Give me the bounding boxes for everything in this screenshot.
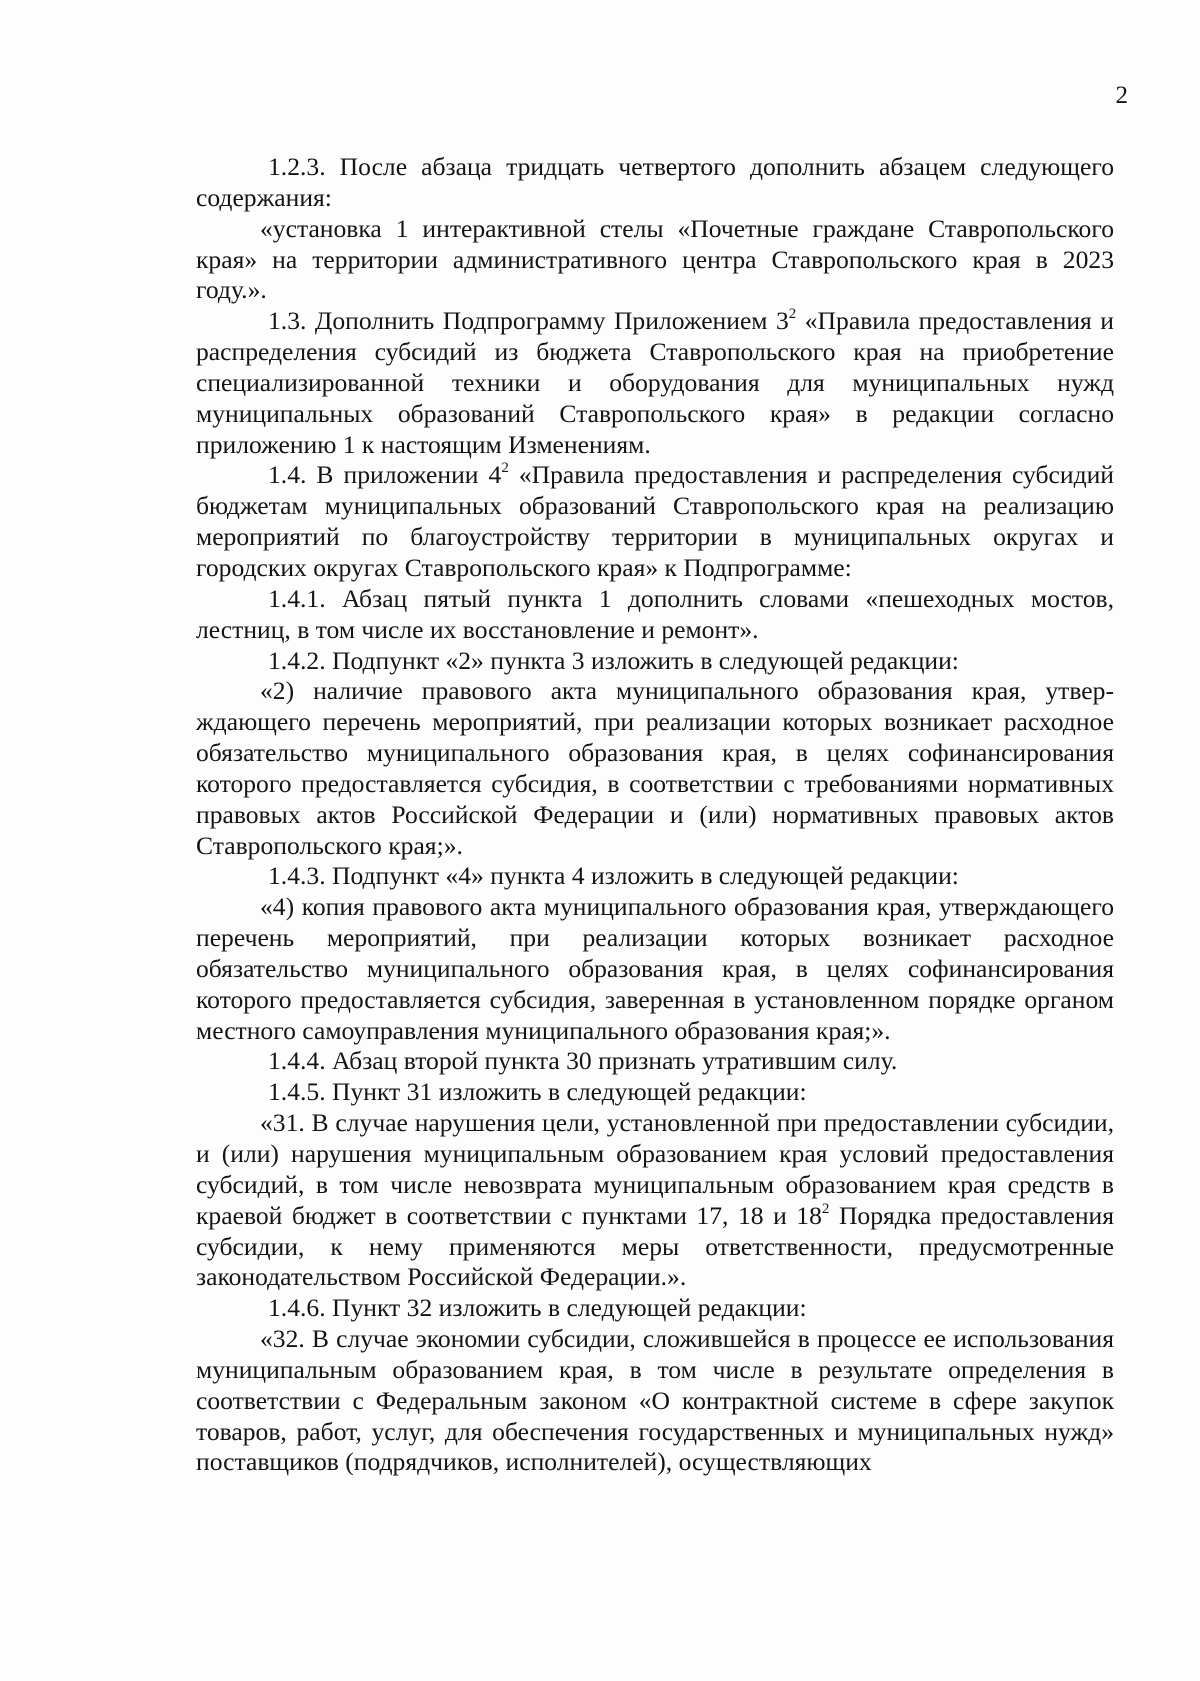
paragraph-1-3: 1.3. Дополнить Подпрограмму Приложением $3^2$ «Правила предоставления и распределения субсидий из бюджета Ставропольского края на приобретение специализированной техники и оборудования для муниципальных нужд муниципальных образований Ставропольского края» в редакции согласно приложению 1 к настоящим Изменениям. xyxy=(196,306,1114,459)
paragraph-subitem-4-quote: «4) копия правового акта муниципального образования края, утверждающего перечень мероприятий, при реализации которых возникает расходное обязательство муниципального образования края, в целях софинансирования которого предоставляется субсидия, заверенная в установленном порядке органом местного самоуправления муниципального образования края;». xyxy=(196,892,1114,1045)
paragraph-1-4-6: 1.4.6. Пункт 32 изложить в следующей редакции: xyxy=(268,1293,807,1323)
paragraph-1-2-3: 1.2.3. После абзаца тридцать четвертого дополнить абзацем следующего содержания: xyxy=(196,152,1114,212)
paragraph-1-4: 1.4. В приложении $4^2$ «Правила предоставления и распределения субсидий бюджетам муниципальных образований Ставропольского края на реализацию мероприятий по благоустройству территории в муниципальных округах и городских округах Ставропольского края» к Подпрограмме: xyxy=(196,460,1114,582)
paragraph-1-4-3: 1.4.3. Подпункт «4» пункта 4 изложить в следующей редакции: xyxy=(268,861,959,891)
paragraph-subitem-2-quote: «2) наличие правового акта муниципального образования края, утверждающего перечень мероприятий, при реализации которых возникает расходное обязательство муниципального образования края, в целях софинансирования которого предоставляется субсидия, в соответствии с требованиями нормативных правовых актов Российской Федерации и (или) нормативных правовых актов Ставропольского края;». xyxy=(196,676,1114,860)
paragraph-item-32-quote: «32. В случае экономии субсидии, сложившейся в процессе ее использования муниципальным образованием края, в том числе в результате определения в соответствии с Федеральным законом «О контрактной системе в сфере закупок товаров, работ, услуг, для обеспечения государственных и муниципальных нужд» поставщиков (подрядчиков, исполнителей), осуществляющих xyxy=(196,1324,1114,1477)
document-body xyxy=(196,152,1114,1478)
paragraph-item-31-quote: «31. В случае нарушения цели, установленной при предоставлении субсидии, и (или) нарушения муниципальным образованием края условий предоставления субсидий, в том числе невозврата муниципальным образованием края средств в краевой бюджет в соответствии с пунктами 17, 18 и $18^2$ Порядка предоставления субсидии, к нему применяются меры ответственности, предусмотренные законодательством Российской Федерации.». xyxy=(196,1108,1114,1292)
paragraph-stela-quote: «установка 1 интерактивной стелы «Почетные граждане Ставропольского края» на территории административного центра Ставропольского края в 2023 году.». xyxy=(196,213,1114,305)
paragraph-1-4-4: 1.4.4. Абзац второй пункта 30 признать утратившим силу. xyxy=(268,1046,898,1076)
paragraph-1-4-2: 1.4.2. Подпункт «2» пункта 3 изложить в следующей редакции: xyxy=(268,645,959,675)
page-number: 2 xyxy=(1115,82,1128,109)
paragraph-1-4-5: 1.4.5. Пункт 31 изложить в следующей редакции: xyxy=(268,1077,807,1107)
paragraph-1-4-1: 1.4.1. Абзац пятый пункта 1 дополнить словами «пешеходных мостов, лестниц, в том числе их восстановление и ремонт». xyxy=(196,583,1114,644)
